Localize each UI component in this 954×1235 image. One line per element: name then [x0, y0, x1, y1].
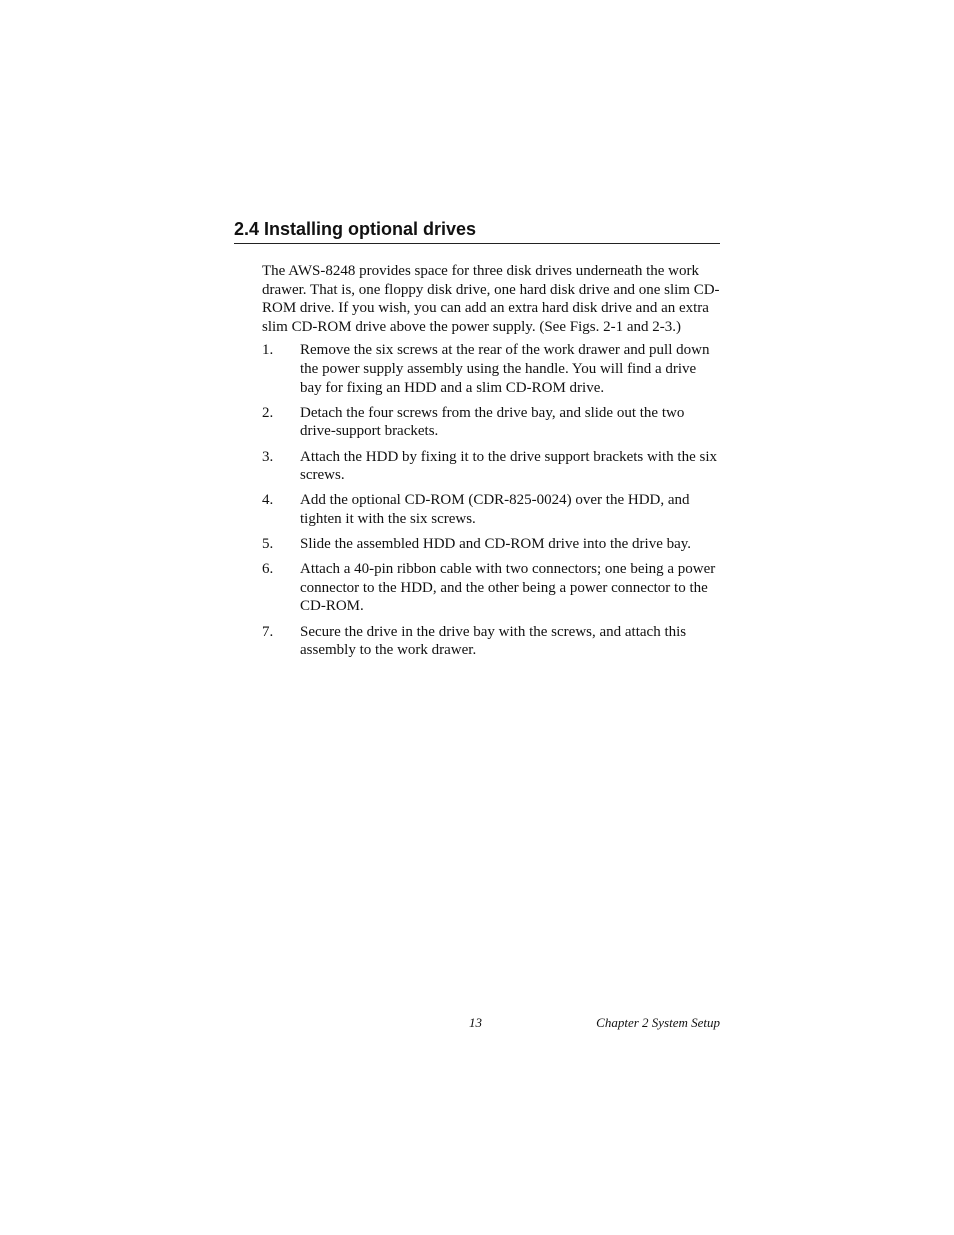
step-text: Remove the six screws at the rear of the work drawer and pull down the power supply assembly using the handle. You will find a drive bay for fixing an HDD and a slim CD-ROM drive.	[300, 342, 710, 396]
chapter-label: Chapter 2 System Setup	[596, 1015, 720, 1030]
step-item	[262, 623, 720, 660]
step-number: 1.	[262, 342, 274, 359]
step-text: Add the optional CD-ROM (CDR-825-0024) over the HDD, and tighten it with the six screws.	[300, 492, 690, 527]
step-text: Detach the four screws from the drive bay, and slide out the two drive-support brackets.	[300, 404, 685, 440]
step-text: Attach the HDD by fixing it to the drive support brackets with the six screws.	[300, 448, 718, 484]
step-text: Secure the drive in the drive bay with the screws, and attach this assembly to the work drawer.	[300, 623, 687, 659]
step-number: 6.	[262, 561, 274, 578]
steps-list	[262, 341, 720, 659]
step-item	[262, 341, 720, 397]
step-text: Slide the assembled HDD and CD-ROM drive into the drive bay.	[300, 536, 692, 553]
intro-paragraph: The AWS-8248 provides space for three disk drives underneath the work drawer. That is, one floppy disk drive, one hard disk drive and one slim CD-ROM drive. If you wish, you can add an extra hard disk drive and an extra slim CD-ROM drive above the power supply. (See Figs. 2-1 and 2-3.)	[262, 263, 720, 335]
body-text	[262, 262, 720, 666]
step-item	[262, 535, 720, 554]
step-item	[262, 448, 720, 485]
page-number: 13	[469, 1015, 482, 1030]
step-item	[262, 560, 720, 616]
step-number: 5.	[262, 536, 274, 553]
step-number: 2.	[262, 404, 274, 421]
step-number: 3.	[262, 448, 274, 465]
step-item	[262, 404, 720, 441]
step-number: 4.	[262, 492, 274, 509]
step-number: 7.	[262, 623, 274, 640]
section-heading: 2.4 Installing optional drives	[234, 218, 720, 244]
step-item	[262, 491, 720, 528]
step-text: Attach a 40-pin ribbon cable with two connectors; one being a power connector to the HDD, and the other being a power connector to the CD-ROM.	[300, 561, 716, 615]
